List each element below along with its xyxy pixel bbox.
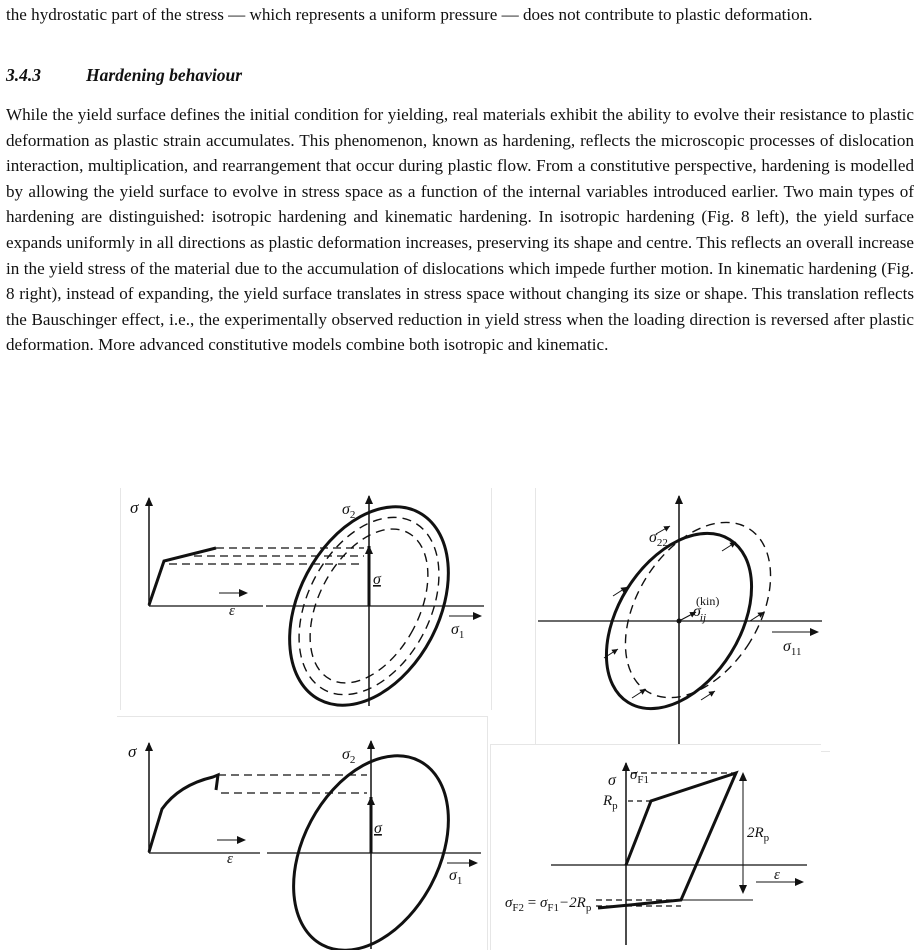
sigmaF1-label: $\sigma_{F1}$ <box>630 767 650 786</box>
section-number: 3.4.3 <box>6 65 41 85</box>
sigma-label: σ <box>608 772 616 789</box>
hysteresis-curve <box>598 773 736 908</box>
figure-isotropic-top <box>120 488 492 710</box>
sigma2-label: $\sigma_2$ <box>342 501 356 521</box>
eps-label: ε <box>774 867 780 883</box>
sigma-label: σ <box>130 498 139 517</box>
stress-vector-label: σ <box>373 571 381 588</box>
translation-arrows <box>604 526 764 700</box>
sigma1-label: $\sigma_1$ <box>451 621 465 641</box>
sigma22-label: $\sigma_{22}$ <box>649 529 668 549</box>
figure-kinematic-bottom <box>490 744 821 950</box>
stress-strain-curve <box>149 775 218 852</box>
eps-label: ε <box>229 603 235 619</box>
twoRp-label: $2R_p$ <box>747 825 770 844</box>
stress-strain-curve <box>149 548 216 605</box>
stress-vector-label: σ <box>374 820 382 837</box>
sigma-label: σ <box>128 742 137 761</box>
body-paragraph: While the yield surface defines the initial condition for yielding, real materials exhibit the ability to evolve their resistance to plastic deformation as plastic strain accumulates. This phenomenon, known as hardening, reflects the microscopic processes of dislocation interaction, multiplication, and rearrangement that occur during plastic flow. From a constitutive perspective, hardening is modelled by allowing the yield surface to evolve in stress space as a function of the internal variables introduced earlier. Two main types of hardening are distinguished: isotropic hardening and kinematic hardening. In isotropic hardening (Fig. 8 left), the yield surface expands uniformly in all directions as plastic deformation increases, preserving its shape and centre. This reflects an overall increase in the yield stress of the material due to the accumulation of dislocations which impede further motion. In kinematic hardening (Fig. 8 right), instead of expanding, the yield surface translates in stress space without changing its size or shape. This translation reflects the Bauschinger effect, i.e., the experimentally observed reduction in yield stress when the loading direction is reversed after plastic deformation. More advanced constitutive models combine both isotropic and kinematic. <box>6 105 914 355</box>
figure-kinematic-top <box>535 488 830 752</box>
Rp-label: $R_p$ <box>603 793 618 812</box>
eps-label: ε <box>227 851 233 867</box>
section-heading <box>6 65 242 86</box>
sigma11-label: $\sigma_{11}$ <box>783 638 802 658</box>
backstress-label: σij(kin) <box>693 594 720 624</box>
sigma2-label: $\sigma_2$ <box>342 746 356 766</box>
intro-paragraph: the hydrostatic part of the stress — which represents a uniform pressure — does not contribute to plastic deformation. <box>6 5 813 24</box>
section-title: Hardening behaviour <box>86 65 243 85</box>
sigma1-label: $\sigma_1$ <box>449 867 463 887</box>
figure-isotropic-bottom <box>117 716 488 950</box>
sigmaF2-equation: $\sigma_{F2} = \sigma_{F1}-2R_p$ <box>505 895 592 914</box>
